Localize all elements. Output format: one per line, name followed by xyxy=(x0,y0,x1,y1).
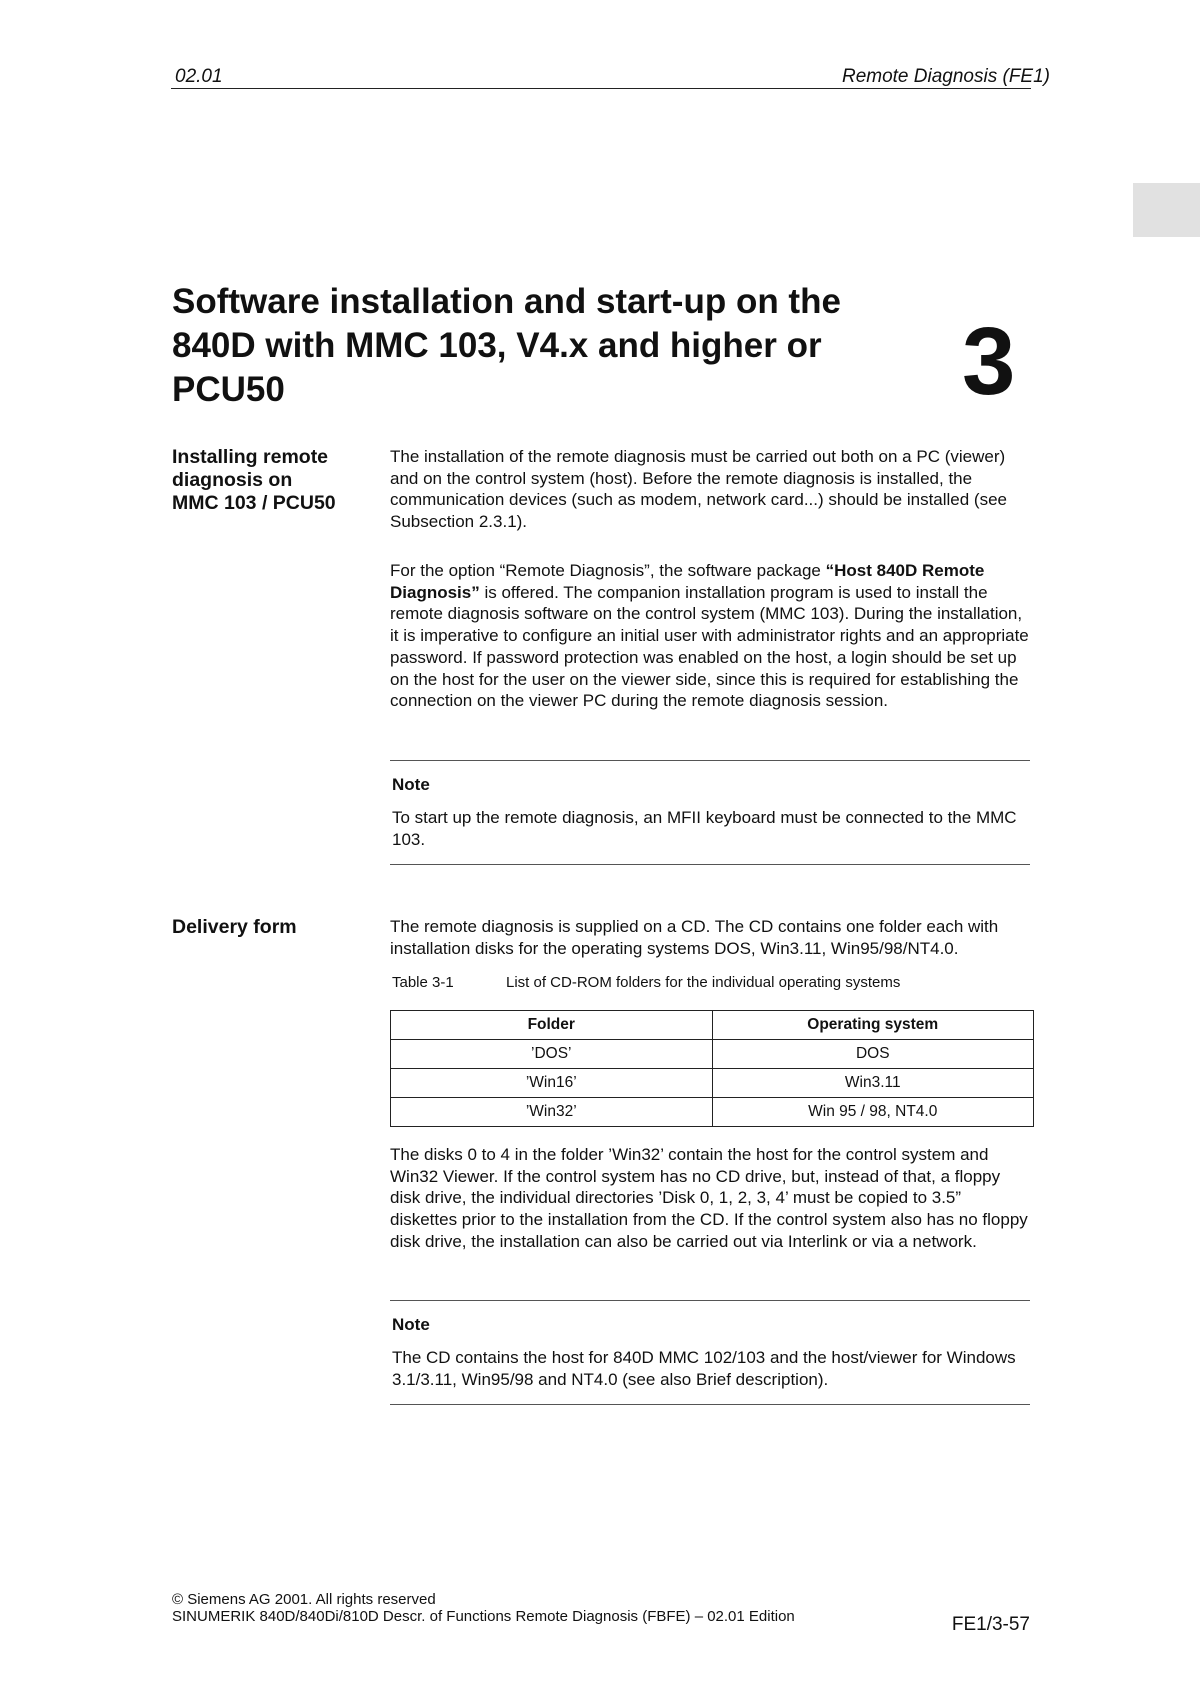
header-date: 02.01 xyxy=(175,66,223,87)
side-heading-installing xyxy=(172,446,372,515)
note-rule-top xyxy=(390,1300,1030,1301)
table-cell-folder: ’Win16’ xyxy=(391,1069,713,1098)
install-paragraph-2-text: is offered. The companion installation program is used to install the remote diagnosis software on the control system (MMC 103). During the installation, it is imperative to configure an initial user with administrator rights and an appropriate password. If password protection was enabled on the host, a login should be set up on the host for the user on the viewer side, since this is required for establishing the connection on the viewer PC during the remote diagnosis session. xyxy=(390,582,1029,711)
note-rule-bottom xyxy=(390,1404,1030,1405)
install-paragraph-1: The installation of the remote diagnosis must be carried out both on a PC (viewer) and on the control system (host). Before the remote diagnosis is installed, the communication devices (such as modem, network card...) should be installed (see Subsection 2.3.1). xyxy=(390,447,1008,532)
side-heading-line: Installing remote xyxy=(172,446,329,468)
table-caption xyxy=(392,974,901,991)
package-name: “Host 840D Remote Diagnosis” xyxy=(390,561,985,602)
cd-folders-table xyxy=(390,1010,1034,1127)
header-section-title: Remote Diagnosis (FE1) xyxy=(841,66,1050,87)
table-cell-folder: ’DOS’ xyxy=(391,1040,713,1069)
table-label: Table 3-1 xyxy=(392,974,454,991)
footer-copyright: © Siemens AG 2001. All rights reserved xyxy=(172,1591,436,1608)
chapter-title-line: PCU50 xyxy=(172,370,285,409)
chapter-number: 3 xyxy=(962,308,1016,415)
side-heading-line: MMC 103 / PCU50 xyxy=(172,492,336,514)
table-cell-folder: ’Win32’ xyxy=(391,1098,713,1127)
table-cell-os: Win3.11 xyxy=(712,1069,1034,1098)
note-text: The CD contains the host for 840D MMC 102/103 and the host/viewer for Windows 3.1/3.11, Win95/98 and NT4.0 (see also Brief description). xyxy=(392,1348,1016,1389)
chapter-title-line: Software installation and start-up on the xyxy=(172,282,841,321)
install-paragraph-2 xyxy=(390,560,1032,712)
chapter-title xyxy=(172,280,932,412)
note-title: Note xyxy=(392,1315,430,1334)
chapter-tab-marker xyxy=(1133,183,1200,237)
delivery-paragraph-2: The disks 0 to 4 in the folder ’Win32’ contain the host for the control system and Win32 Viewer. If the control system has no CD drive, but, instead of that, a floppy disk drive, the individual directories ’Disk 0, 1, 2, 3, 4’ must be copied to 3.5” diskettes prior to the installation from the CD. If the control system also has no floppy disk drive, the installation can also be carried out via Interlink or via a network. xyxy=(390,1145,1028,1251)
note-rule-bottom xyxy=(390,864,1030,865)
table-header-folder: Folder xyxy=(391,1011,713,1040)
side-heading-line: diagnosis on xyxy=(172,469,293,491)
table-header-os: Operating system xyxy=(712,1011,1034,1040)
table-row xyxy=(391,1098,1034,1127)
table-cell-os: Win 95 / 98, NT4.0 xyxy=(712,1098,1034,1127)
chapter-title-line: 840D with MMC 103, V4.x and higher or xyxy=(172,326,822,365)
side-heading-delivery: Delivery form xyxy=(172,916,297,938)
table-row xyxy=(391,1069,1034,1098)
table-caption-text: List of CD-ROM folders for the individual operating systems xyxy=(506,974,901,991)
footer-page-number: FE1/3-57 xyxy=(951,1614,1030,1635)
note-title: Note xyxy=(392,775,430,794)
header-rule xyxy=(171,88,1031,89)
note-text: To start up the remote diagnosis, an MFII keyboard must be connected to the MMC 103. xyxy=(392,808,1017,849)
table-header-row xyxy=(391,1011,1034,1040)
footer-publication: SINUMERIK 840D/840Di/810D Descr. of Functions Remote Diagnosis (FBFE) – 02.01 Edition xyxy=(172,1608,795,1625)
note-rule-top xyxy=(390,760,1030,761)
table-cell-os: DOS xyxy=(712,1040,1034,1069)
install-paragraph-2-text: For the option “Remote Diagnosis”, the software package xyxy=(390,561,826,580)
table-row xyxy=(391,1040,1034,1069)
delivery-paragraph-1: The remote diagnosis is supplied on a CD. The CD contains one folder each with installation disks for the operating systems DOS, Win3.11, Win95/98/NT4.0. xyxy=(390,917,999,958)
